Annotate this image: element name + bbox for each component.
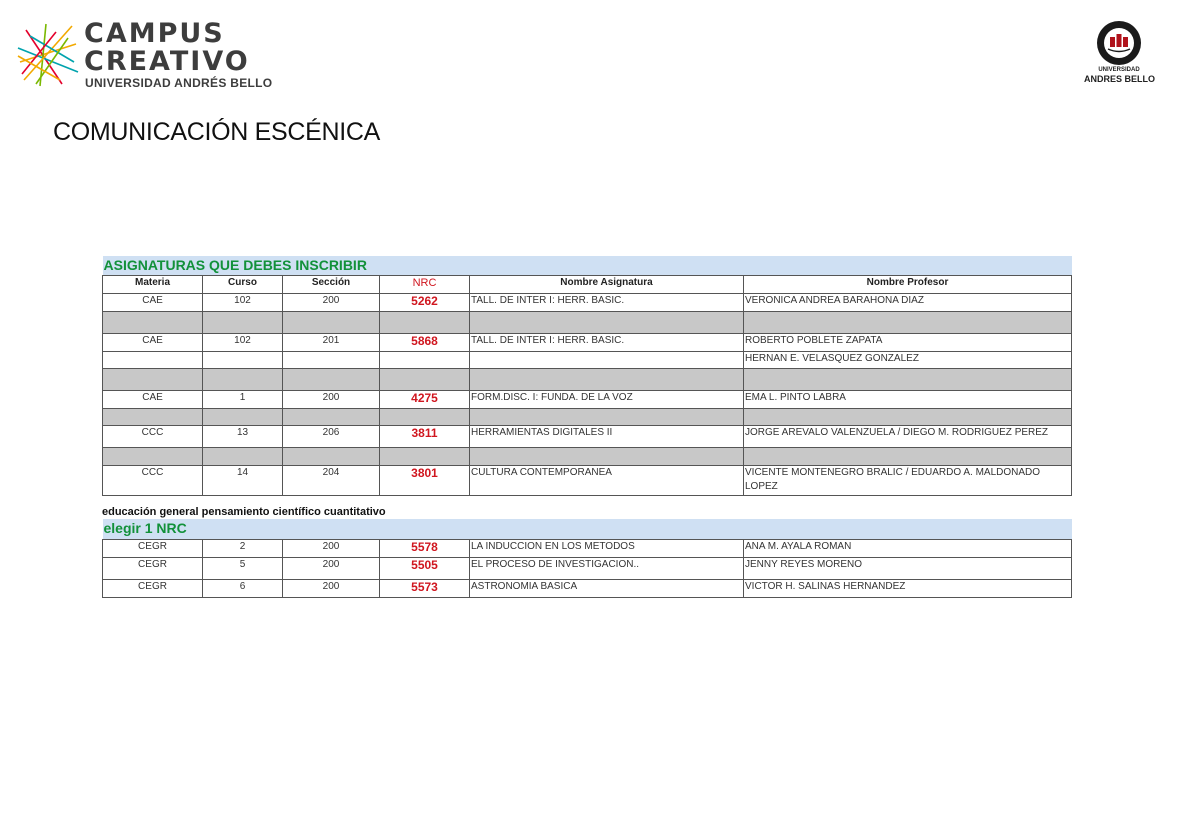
page-title: COMUNICACIÓN ESCÉNICA [53, 118, 381, 146]
cell-profesor: EMA L. PINTO LABRA [744, 390, 1072, 408]
cell-nrc: 4275 [380, 390, 470, 408]
cell-profesor: JORGE AREVALO VALENZUELA / DIEGO M. RODRIGUEZ PEREZ [744, 425, 1072, 447]
separator-row [103, 311, 1072, 333]
cell-profesor: VICENTE MONTENEGRO BRALIC / EDUARDO A. MALDONADO LOPEZ [744, 465, 1072, 495]
header-nombre-profesor: Nombre Profesor [744, 275, 1072, 293]
cell-seccion: 200 [283, 390, 380, 408]
separator-row [103, 368, 1072, 390]
cell-curso: 5 [203, 557, 283, 579]
cell-nrc: 5505 [380, 557, 470, 579]
cell-asignatura: HERRAMIENTAS DIGITALES II [470, 425, 744, 447]
cell-seccion: 200 [283, 557, 380, 579]
table-row [103, 425, 1072, 447]
required-courses-banner: ASIGNATURAS QUE DEBES INSCRIBIR [103, 256, 1072, 275]
cell-asignatura: ASTRONOMIA BASICA [470, 579, 744, 597]
logo-university-name: UNIVERSIDAD ANDRÉS BELLO [85, 76, 273, 90]
cell-curso: 2 [203, 539, 283, 557]
unab-logo-line1: UNIVERSIDAD [1098, 67, 1140, 73]
general-education-heading: educación general pensamiento científico cuantitativo [102, 506, 386, 518]
table-row [103, 351, 1072, 368]
header-seccion: Sección [283, 275, 380, 293]
cell-curso: 1 [203, 390, 283, 408]
table-row [103, 579, 1072, 597]
unab-logo [1084, 20, 1154, 94]
cell-asignatura: LA INDUCCION EN LOS METODOS [470, 539, 744, 557]
cell-seccion: 201 [283, 333, 380, 351]
cell-profesor: JENNY REYES MORENO [744, 557, 1072, 579]
logo-wordmark-creativo: CREATIVO [84, 46, 250, 77]
required-courses-table [102, 256, 1072, 496]
general-education-table [102, 519, 1072, 598]
campus-creativo-star-icon [16, 22, 80, 88]
choose-nrc-banner: elegir 1 NRC [103, 519, 1072, 539]
separator-row [103, 447, 1072, 465]
cell-asignatura: CULTURA CONTEMPORANEA [470, 465, 744, 495]
table-row [103, 390, 1072, 408]
unab-seal-icon [1096, 20, 1142, 66]
header-nombre-asignatura: Nombre Asignatura [470, 275, 744, 293]
cell-nrc: 5868 [380, 333, 470, 351]
cell-materia: CAE [103, 333, 203, 351]
table-row [103, 293, 1072, 311]
cell-asignatura: TALL. DE INTER I: HERR. BASIC. [470, 333, 744, 351]
cell-nrc: 5573 [380, 579, 470, 597]
table-row [103, 557, 1072, 579]
cell-materia: CCC [103, 425, 203, 447]
cell-materia: CEGR [103, 557, 203, 579]
cell-materia: CAE [103, 390, 203, 408]
cell-nrc: 5262 [380, 293, 470, 311]
cell-profesor: ANA M. AYALA ROMAN [744, 539, 1072, 557]
cell-materia: CAE [103, 293, 203, 311]
cell-profesor: HERNAN E. VELASQUEZ GONZALEZ [744, 351, 1072, 368]
cell-seccion: 200 [283, 579, 380, 597]
unab-logo-line2: ANDRES BELLO [1084, 74, 1156, 84]
cell-profesor: ROBERTO POBLETE ZAPATA [744, 333, 1072, 351]
cell-asignatura: EL PROCESO DE INVESTIGACION.. [470, 557, 744, 579]
cell-curso: 14 [203, 465, 283, 495]
cell-curso: 102 [203, 293, 283, 311]
cell-curso: 6 [203, 579, 283, 597]
header-nrc: NRC [380, 275, 470, 293]
cell-profesor: VERONICA ANDREA BARAHONA DIAZ [744, 293, 1072, 311]
table-row [103, 539, 1072, 557]
cell-materia: CEGR [103, 539, 203, 557]
header-materia: Materia [103, 275, 203, 293]
cell-materia: CCC [103, 465, 203, 495]
campus-creativo-logo [16, 18, 273, 92]
cell-profesor: VICTOR H. SALINAS HERNANDEZ [744, 579, 1072, 597]
cell-asignatura: FORM.DISC. I: FUNDA. DE LA VOZ [470, 390, 744, 408]
cell-nrc: 3811 [380, 425, 470, 447]
cell-seccion: 200 [283, 539, 380, 557]
cell-seccion: 206 [283, 425, 380, 447]
cell-seccion: 200 [283, 293, 380, 311]
header-curso: Curso [203, 275, 283, 293]
cell-seccion: 204 [283, 465, 380, 495]
logo-wordmark-campus: CAMPUS [84, 18, 225, 49]
separator-row [103, 408, 1072, 425]
cell-curso: 102 [203, 333, 283, 351]
cell-curso: 13 [203, 425, 283, 447]
cell-nrc: 5578 [380, 539, 470, 557]
table-row [103, 333, 1072, 351]
cell-asignatura: TALL. DE INTER I: HERR. BASIC. [470, 293, 744, 311]
cell-materia: CEGR [103, 579, 203, 597]
table-row [103, 465, 1072, 495]
cell-nrc: 3801 [380, 465, 470, 495]
